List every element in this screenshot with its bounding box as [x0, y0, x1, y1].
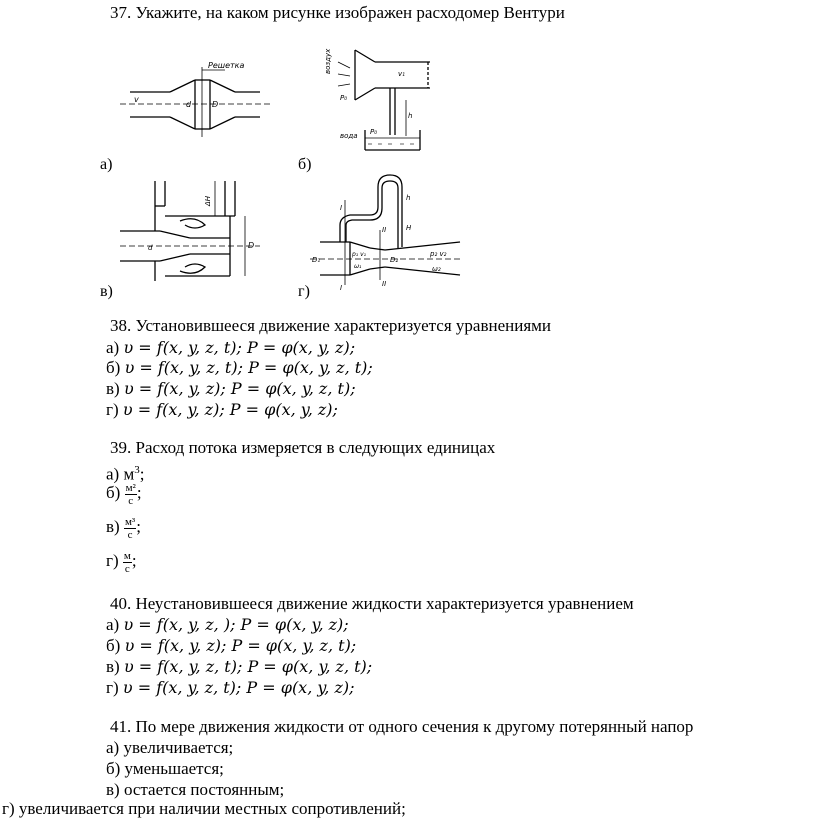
figure-a-D-label: D: [212, 100, 219, 109]
q41-option-b: б) уменьшается;: [106, 759, 224, 778]
figure-b-h-label: h: [408, 112, 413, 120]
q38-option-b: [106, 358, 373, 378]
q38-option-g: [106, 400, 338, 420]
q39-v-prefix: в): [106, 517, 120, 536]
q39-b-num: м²: [125, 481, 136, 494]
figure-g-label: г): [298, 283, 310, 300]
figure-a-d-label: d: [186, 100, 192, 109]
figure-a-v-label: v: [134, 95, 139, 104]
q38-v-formula: υ = f(x, y, z); P = φ(x, y, z, t);: [123, 379, 356, 398]
q39-a-prefix: а): [106, 464, 120, 484]
q40-g-formula: υ = f(x, y, z, t); P = φ(x, y, z);: [122, 678, 355, 697]
figure-g-w1-label: ω₁: [354, 263, 362, 270]
q38-v-prefix: в): [106, 379, 120, 398]
figure-g-I-top-label: I: [340, 204, 343, 212]
figure-b-v-label: v₁: [398, 70, 405, 78]
q39-v-end: ;: [136, 517, 141, 536]
q39-b-den: с: [128, 494, 134, 507]
q40-option-a: [106, 615, 349, 635]
q41-option-g: г) увеличивается при наличии местных сопротивлений;: [2, 799, 406, 818]
q41-option-v: в) остается постоянным;: [106, 780, 285, 799]
q39-g-den: с: [124, 562, 130, 575]
figure-g-p2-label: p₂ v₂: [430, 250, 447, 258]
question-39: 39. Расход потока измеряется в следующих единицах: [110, 438, 496, 457]
figure-a-pipe-grate: [120, 62, 300, 152]
figure-g-venturi: [310, 170, 460, 290]
figure-g-D1-label: D₁: [312, 256, 321, 264]
q39-a-unit: м: [123, 464, 135, 484]
q39-option-g: [106, 546, 137, 576]
q39-option-v: [106, 512, 141, 542]
figure-b-p0-label: P₀: [340, 94, 348, 102]
q38-g-prefix: г): [106, 400, 119, 419]
figure-b-water-label: вода: [340, 132, 358, 140]
figure-v-d-label: d: [148, 244, 153, 252]
q39-option-b: [106, 478, 142, 508]
question-37: 37. Укажите, на каком рисунке изображен расходомер Вентури: [110, 3, 565, 22]
q39-v-num: м³: [124, 515, 136, 528]
figure-g-I-bottom-label: I: [340, 284, 343, 292]
q40-a-formula: υ = f(x, y, z, ); P = φ(x, y, z);: [123, 615, 349, 634]
q38-g-formula: υ = f(x, y, z); P = φ(x, y, z);: [122, 400, 338, 419]
q39-g-fraction: [123, 550, 132, 575]
q38-a-formula: υ = f(x, y, z, t); P = φ(x, y, z);: [123, 338, 356, 357]
q38-b-prefix: б): [106, 358, 121, 377]
figure-g-II-bottom-label: II: [382, 280, 387, 288]
figure-a-grate-label: Решетка: [208, 61, 245, 70]
figure-b-label: б): [298, 156, 312, 173]
q40-option-v: [106, 657, 372, 677]
figure-g-w2-label: ω₂: [432, 265, 441, 273]
figure-b-p0b-label: P₀: [370, 128, 378, 136]
figure-g-H-label: H: [406, 224, 412, 232]
q39-b-prefix: б): [106, 483, 121, 502]
q40-v-prefix: в): [106, 657, 120, 676]
q38-option-a: [106, 338, 355, 358]
question-41: 41. По мере движения жидкости от одного сечения к другому потерянный напор: [110, 717, 694, 736]
q40-option-g: [106, 678, 355, 698]
q40-b-prefix: б): [106, 636, 121, 655]
q39-a-exp: 3: [134, 464, 140, 476]
q40-v-formula: υ = f(x, y, z, t); P = φ(x, y, z, t);: [123, 657, 373, 676]
q38-option-v: [106, 379, 356, 399]
question-38: 38. Установившееся движение характеризуется уравнениями: [110, 316, 552, 335]
q39-v-den: с: [127, 528, 133, 541]
q39-b-end: ;: [136, 483, 142, 502]
q39-v-fraction: [124, 516, 136, 541]
q39-a-end: ;: [139, 464, 145, 484]
figure-b-air-label: воздух: [324, 48, 332, 74]
figure-g-D2-label: D₂: [390, 256, 399, 264]
q40-b-formula: υ = f(x, y, z); P = φ(x, y, z, t);: [124, 636, 357, 655]
q40-option-b: [106, 636, 356, 656]
q40-g-prefix: г): [106, 678, 119, 697]
q41-option-a: а) увеличивается;: [106, 738, 234, 757]
figure-g-p1-label: p₁ v₁: [352, 251, 367, 258]
q38-b-formula: υ = f(x, y, z, t); P = φ(x, y, z, t);: [124, 358, 373, 377]
figure-g-II-top-label: II: [382, 226, 387, 234]
figure-g-h-label: h: [406, 194, 411, 202]
q39-g-prefix: г): [106, 551, 119, 570]
figure-v-D-label: D: [248, 241, 255, 250]
figure-b-air-manometer: [320, 40, 440, 155]
q40-a-prefix: а): [106, 615, 120, 634]
figure-a-label: а): [100, 156, 113, 173]
q39-g-num: м: [123, 549, 131, 562]
figure-v-dh-label: ΔH: [204, 195, 212, 206]
q39-b-fraction: [125, 482, 137, 507]
figure-v-label: в): [100, 283, 113, 300]
q39-g-end: ;: [131, 551, 137, 570]
q38-a-prefix: а): [106, 338, 120, 357]
question-40: 40. Неустановившееся движение жидкости характеризуется уравнением: [110, 594, 634, 613]
figure-v-nozzle: [120, 176, 270, 286]
